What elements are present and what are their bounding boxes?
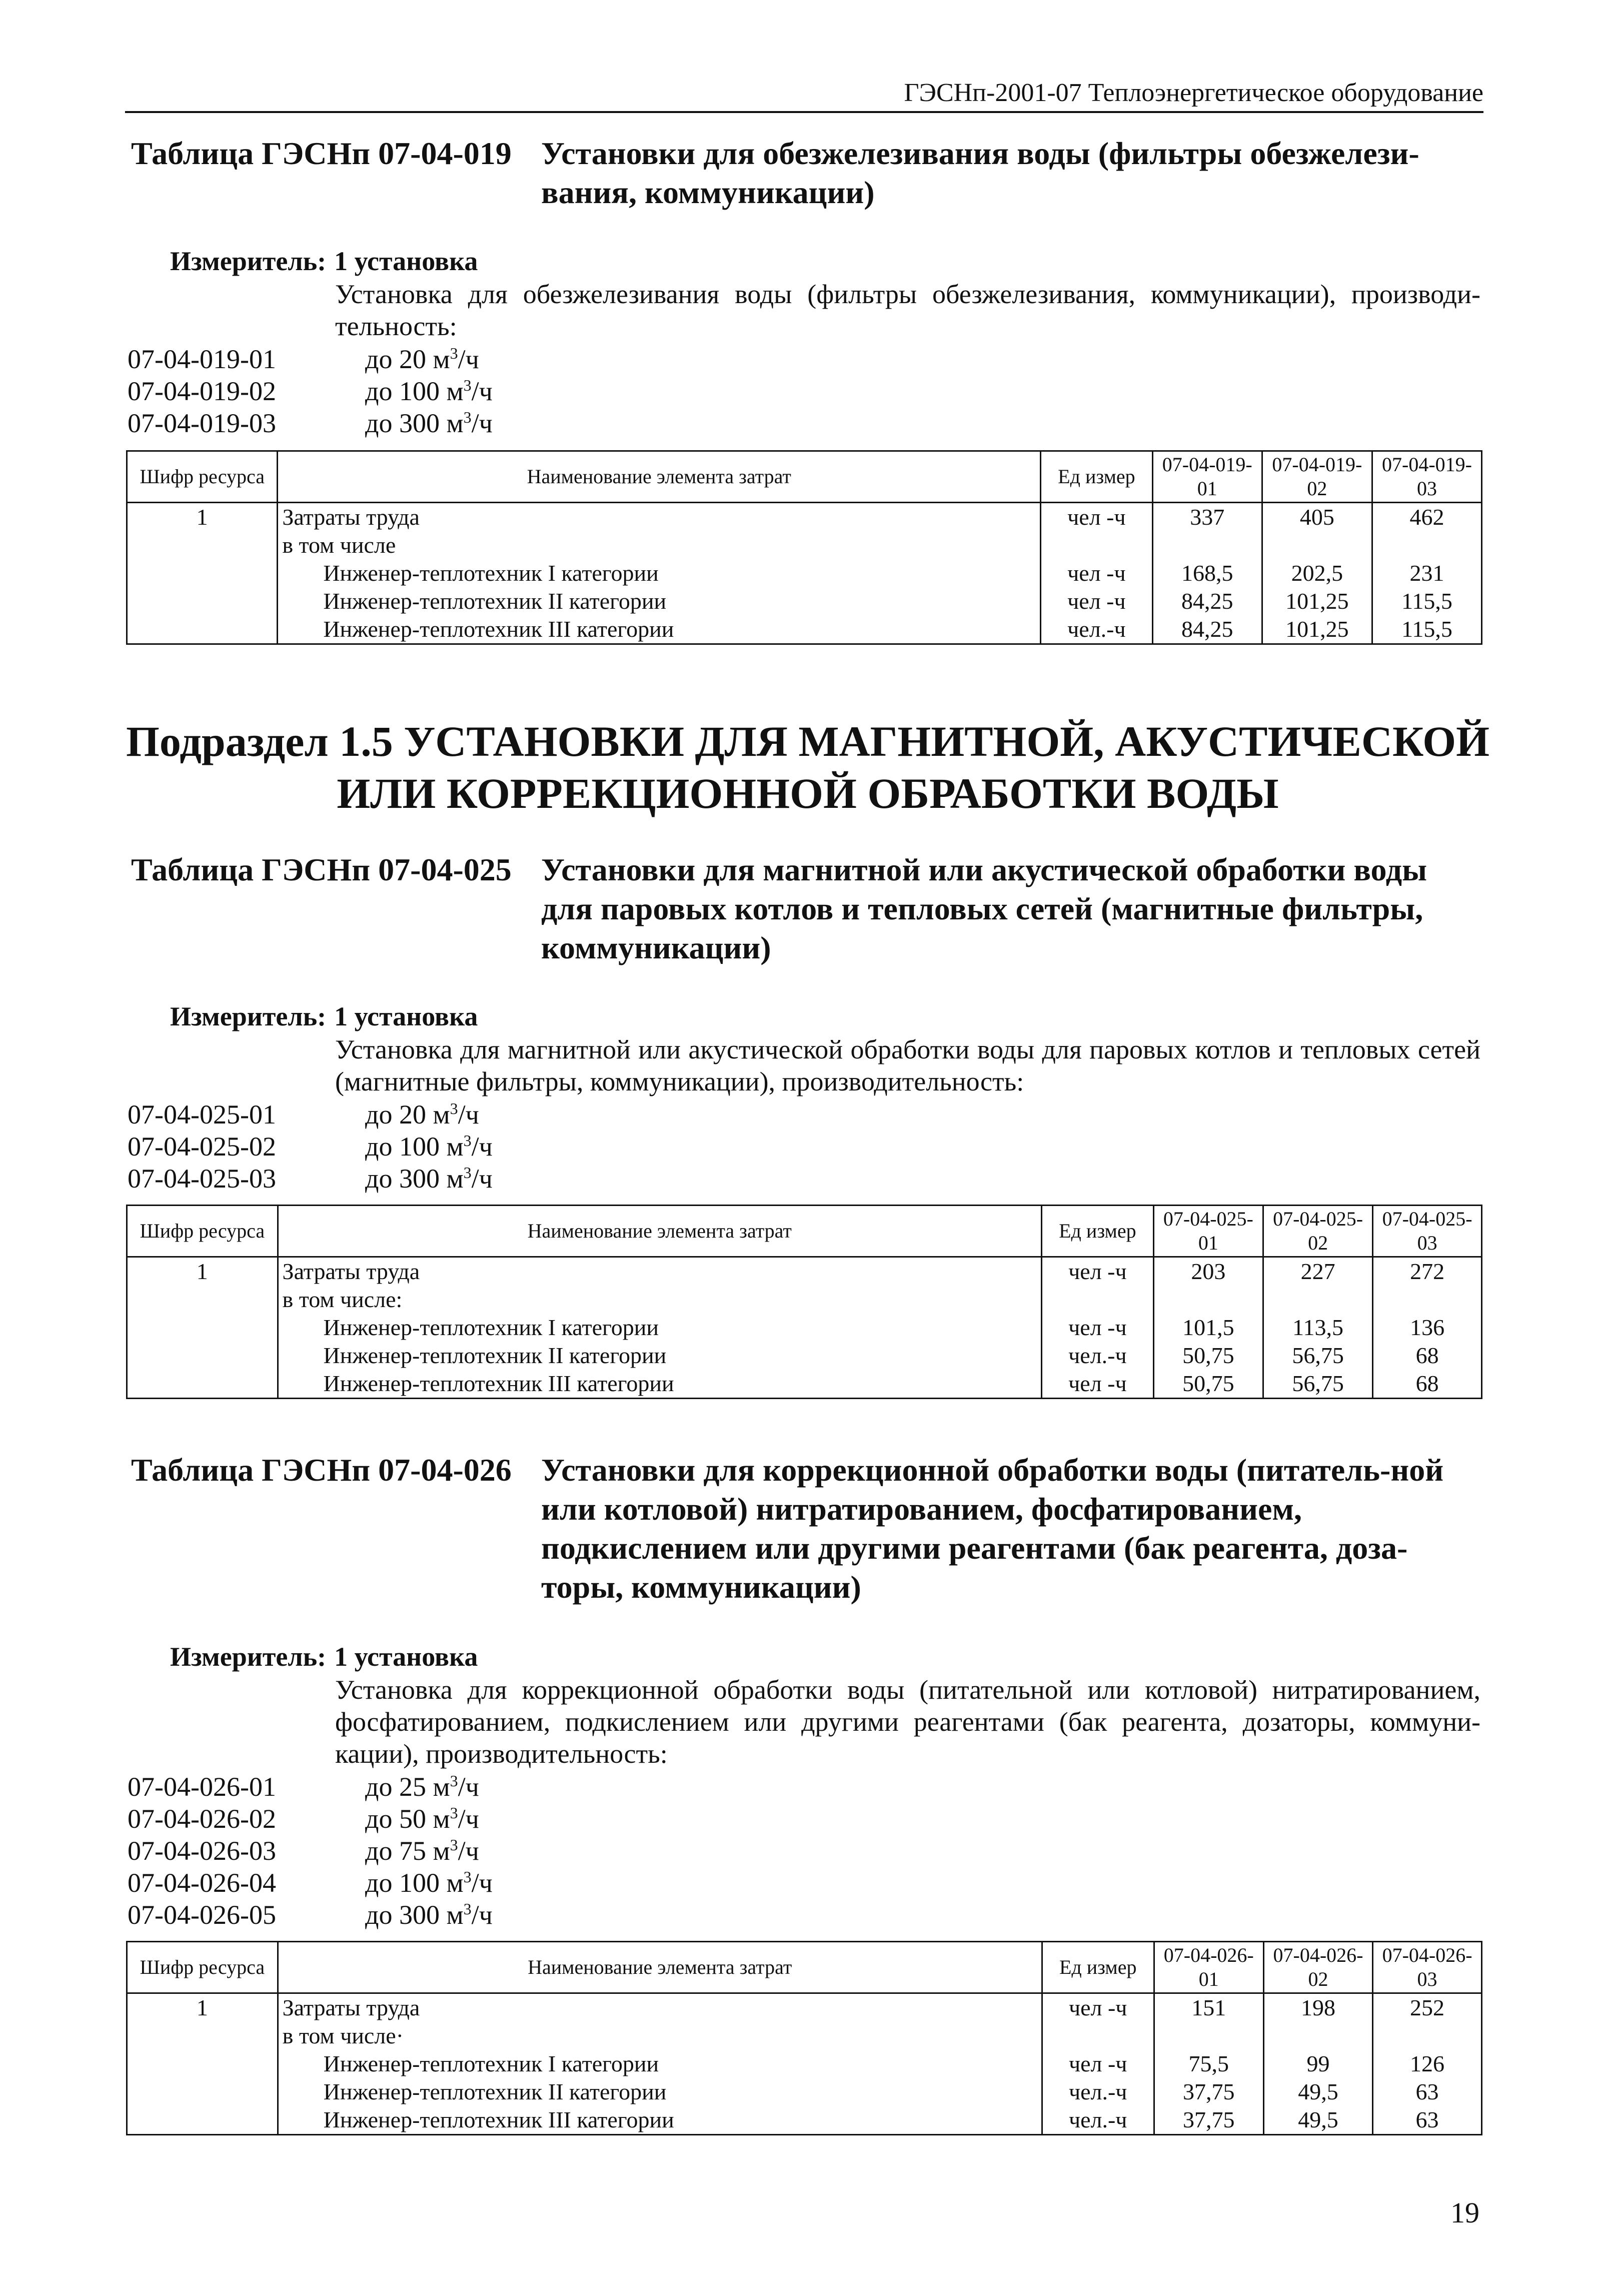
code: 07-04-026-02 — [128, 1804, 276, 1834]
resource-code-cell — [127, 1314, 278, 1342]
measure-value: 1 установка — [334, 246, 478, 276]
value-cell: 75,5 — [1154, 2050, 1263, 2078]
unit-cell: чел -ч — [1041, 503, 1153, 532]
code-row — [128, 1803, 493, 1835]
table-row — [127, 615, 1482, 644]
value-cell: 252 — [1373, 1993, 1482, 2022]
resource-code-cell: 1 — [127, 1257, 278, 1286]
table-row — [127, 2050, 1482, 2078]
capacity: до 300 $м^3/ч$ — [365, 1900, 493, 1930]
value-cell: 101,25 — [1262, 615, 1372, 644]
cost-element-cell: Инженер-теплотехник III категории — [278, 2106, 1042, 2135]
value-cell: 115,5 — [1372, 615, 1481, 644]
cost-element-cell: Затраты труда — [278, 503, 1041, 532]
value-cell — [1373, 2022, 1482, 2050]
code: 07-04-026-03 — [128, 1836, 276, 1866]
cost-element-cell: Инженер-теплотехник III категории — [278, 1370, 1041, 1399]
resource-code-cell — [127, 1370, 278, 1399]
header-rule — [125, 111, 1483, 113]
cost-element-cell: Инженер-теплотехник I категории — [278, 1314, 1041, 1342]
value-cell: 101,5 — [1153, 1314, 1263, 1342]
resource-code-cell — [127, 2022, 278, 2050]
table-row — [127, 2022, 1482, 2050]
capacity: до 20 $м^3/ч$ — [365, 1099, 479, 1129]
value-cell: 113,5 — [1263, 1314, 1372, 1342]
resource-code-cell — [127, 531, 278, 559]
value-cell — [1263, 2022, 1372, 2050]
value-cell — [1373, 1286, 1482, 1314]
running-header: ГЭСНп-2001-07 Теплоэнергетическое оборудование — [904, 79, 1483, 107]
table-row — [127, 1314, 1482, 1342]
capacity: до 100 $м^3/ч$ — [365, 1131, 493, 1162]
code-list-019 — [128, 343, 493, 439]
unit-cell — [1042, 2022, 1154, 2050]
col-header-unit: Ед измер — [1041, 1206, 1153, 1257]
table-title-prefix: Таблица ГЭСНп 07-04-025 — [131, 852, 512, 887]
value-cell: 37,75 — [1154, 2106, 1263, 2135]
table-row — [127, 559, 1482, 587]
value-cell: 126 — [1373, 2050, 1482, 2078]
table-title-prefix: Таблица ГЭСНп 07-04-019 — [131, 136, 512, 171]
value-cell: 227 — [1263, 1257, 1372, 1286]
code-row — [128, 1867, 493, 1899]
table-title-026 — [131, 1451, 1481, 1607]
code-row — [128, 343, 493, 375]
cost-element-cell: Инженер-теплотехник II категории — [278, 2078, 1042, 2106]
value-cell — [1262, 531, 1372, 559]
value-cell: 136 — [1373, 1314, 1482, 1342]
code-list-025 — [128, 1098, 493, 1195]
col-header-name: Наименование элемента затрат — [278, 1942, 1042, 1993]
value-cell: 50,75 — [1153, 1342, 1263, 1370]
table-title-body: Установки для обезжелезивания воды (фильтры обезжелези-вания, коммуникации) — [541, 136, 1419, 210]
table-row — [127, 587, 1482, 615]
value-cell: 101,25 — [1262, 587, 1372, 615]
col-header-code: 07-04-019-03 — [1372, 451, 1481, 503]
col-header-code: 07-04-026-01 — [1154, 1942, 1263, 1993]
col-header-resource: Шифр ресурса — [127, 451, 278, 503]
cost-element-cell: Инженер-теплотехник I категории — [278, 2050, 1042, 2078]
capacity: до 75 $м^3/ч$ — [365, 1836, 479, 1866]
col-header-name: Наименование элемента затрат — [278, 1206, 1041, 1257]
value-cell: 50,75 — [1153, 1370, 1263, 1399]
resource-table-019 — [126, 450, 1482, 645]
table-title-body: Установки для коррекционной обработки воды (питатель-ной или котловой) нитратированием, фосфатированием, подкислением или другими реагентами (бак реагента, доза-торы, коммуникации) — [541, 1452, 1444, 1605]
measure-value: 1 установка — [334, 1642, 478, 1672]
subsection-title: Подраздел 1.5 УСТАНОВКИ ДЛЯ МАГНИТНОЙ, АКУСТИЧЕСКОЙ ИЛИ КОРРЕКЦИОННОЙ ОБРАБОТКИ ВОДЫ — [126, 717, 1489, 817]
col-header-code: 07-04-026-02 — [1263, 1942, 1372, 1993]
resource-code-cell — [127, 2050, 278, 2078]
code-row — [128, 407, 493, 439]
value-cell: 203 — [1153, 1257, 1263, 1286]
col-header-resource: Шифр ресурса — [127, 1942, 278, 1993]
table-row — [127, 1993, 1482, 2022]
code-row — [128, 1771, 493, 1803]
capacity: до 20 $м^3/ч$ — [365, 344, 479, 374]
unit-cell — [1041, 531, 1153, 559]
measure-value: 1 установка — [334, 1001, 478, 1031]
col-header-resource: Шифр ресурса — [127, 1206, 278, 1257]
code: 07-04-025-01 — [128, 1099, 276, 1129]
value-cell: 37,75 — [1154, 2078, 1263, 2106]
capacity: до 50 $м^3/ч$ — [365, 1804, 479, 1834]
col-header-unit: Ед измер — [1042, 1942, 1154, 1993]
code-row — [128, 375, 493, 407]
table-row — [127, 503, 1482, 532]
code: 07-04-019-03 — [128, 408, 276, 438]
resource-code-cell — [127, 1342, 278, 1370]
code-row — [128, 1130, 493, 1163]
code-row — [128, 1163, 493, 1195]
description-019: Установка для обезжелезивания воды (фильтры обезжелезивания, коммуникации), производи-тельность: — [335, 279, 1480, 341]
resource-code-cell — [127, 2078, 278, 2106]
cost-element-cell: Затраты труда — [278, 1257, 1041, 1286]
code-row — [128, 1899, 493, 1931]
cost-element-cell: Инженер-теплотехник III категории — [278, 615, 1041, 644]
value-cell — [1263, 1286, 1372, 1314]
value-cell: 151 — [1154, 1993, 1263, 2022]
col-header-code: 07-04-025-03 — [1373, 1206, 1482, 1257]
cost-element-cell: Инженер-теплотехник I категории — [278, 559, 1041, 587]
col-header-code: 07-04-026-03 — [1373, 1942, 1482, 1993]
measure-026 — [170, 1641, 478, 1673]
value-cell — [1153, 1286, 1263, 1314]
table-row — [127, 531, 1482, 559]
code: 07-04-019-01 — [128, 344, 276, 374]
measure-025 — [170, 1000, 478, 1032]
code-row — [128, 1098, 493, 1130]
cost-element-cell: Затраты труда — [278, 1993, 1042, 2022]
capacity: до 300 $м^3/ч$ — [365, 408, 493, 438]
value-cell: 49,5 — [1263, 2078, 1372, 2106]
unit-cell: чел.-ч — [1042, 2078, 1154, 2106]
unit-cell: чел.-ч — [1041, 1342, 1153, 1370]
col-header-code: 07-04-019-01 — [1152, 451, 1262, 503]
measure-label: Измеритель: — [170, 246, 327, 276]
resource-code-cell — [127, 559, 278, 587]
value-cell: 63 — [1373, 2078, 1482, 2106]
cost-element-cell: в том числе — [278, 531, 1041, 559]
col-header-code: 07-04-019-02 — [1262, 451, 1372, 503]
code: 07-04-026-01 — [128, 1772, 276, 1802]
code: 07-04-019-02 — [128, 376, 276, 406]
resource-code-cell — [127, 587, 278, 615]
unit-cell: чел -ч — [1042, 2050, 1154, 2078]
resource-table-026 — [126, 1941, 1482, 2135]
table-row — [127, 2078, 1482, 2106]
value-cell: 68 — [1373, 1342, 1482, 1370]
table-row — [127, 1342, 1482, 1370]
code: 07-04-025-02 — [128, 1131, 276, 1162]
table-title-body: Установки для магнитной или акустической обработки воды для паровых котлов и тепловых сетей (магнитные фильтры, коммуникации) — [541, 852, 1427, 965]
value-cell: 63 — [1373, 2106, 1482, 2135]
col-header-unit: Ед измер — [1041, 451, 1153, 503]
value-cell: 168,5 — [1152, 559, 1262, 587]
table-row — [127, 1286, 1482, 1314]
code-list-026 — [128, 1771, 493, 1931]
col-header-code: 07-04-025-02 — [1263, 1206, 1372, 1257]
value-cell: 337 — [1152, 503, 1262, 532]
value-cell: 231 — [1372, 559, 1481, 587]
value-cell: 202,5 — [1262, 559, 1372, 587]
table-row — [127, 2106, 1482, 2135]
page-number: 19 — [1450, 2196, 1479, 2229]
resource-code-cell: 1 — [127, 503, 278, 532]
value-cell: 198 — [1263, 1993, 1372, 2022]
unit-cell: чел -ч — [1041, 587, 1153, 615]
value-cell: 405 — [1262, 503, 1372, 532]
value-cell: 84,25 — [1152, 615, 1262, 644]
value-cell: 56,75 — [1263, 1370, 1372, 1399]
resource-table-025 — [126, 1205, 1482, 1399]
value-cell: 115,5 — [1372, 587, 1481, 615]
value-cell — [1154, 2022, 1263, 2050]
table-row — [127, 1257, 1482, 1286]
cost-element-cell: в том числе: — [278, 1286, 1041, 1314]
code: 07-04-025-03 — [128, 1164, 276, 1194]
cost-element-cell: Инженер-теплотехник II категории — [278, 1342, 1041, 1370]
measure-019 — [170, 245, 478, 277]
cost-element-cell: Инженер-теплотехник II категории — [278, 587, 1041, 615]
value-cell: 56,75 — [1263, 1342, 1372, 1370]
unit-cell: чел -ч — [1041, 1257, 1153, 1286]
unit-cell: чел -ч — [1041, 559, 1153, 587]
cost-element-cell: в том числе· — [278, 2022, 1042, 2050]
col-header-code: 07-04-025-01 — [1153, 1206, 1263, 1257]
unit-cell: чел.-ч — [1042, 2106, 1154, 2135]
code: 07-04-026-05 — [128, 1900, 276, 1930]
capacity: до 25 $м^3/ч$ — [365, 1772, 479, 1802]
capacity: до 100 $м^3/ч$ — [365, 376, 493, 406]
value-cell: 272 — [1373, 1257, 1482, 1286]
value-cell: 68 — [1373, 1370, 1482, 1399]
value-cell: 462 — [1372, 503, 1481, 532]
table-title-019 — [131, 134, 1481, 212]
value-cell: 49,5 — [1263, 2106, 1372, 2135]
capacity: до 300 $м^3/ч$ — [365, 1164, 493, 1194]
description-026: Установка для коррекционной обработки воды (питательной или котловой) нитратированием, фосфатированием, подкислением или другими реагентами (бак реагента, дозаторы, коммуни-кации), производительность: — [335, 1675, 1480, 1769]
measure-label: Измеритель: — [170, 1642, 327, 1672]
unit-cell: чел.-ч — [1041, 615, 1153, 644]
col-header-name: Наименование элемента затрат — [278, 451, 1041, 503]
resource-code-cell — [127, 2106, 278, 2135]
value-cell — [1372, 531, 1481, 559]
resource-code-cell — [127, 615, 278, 644]
code: 07-04-026-04 — [128, 1868, 276, 1898]
description-025: Установка для магнитной или акустической обработки воды для паровых котлов и тепловых сетей (магнитные фильтры, коммуникации), производительность: — [335, 1034, 1480, 1096]
unit-cell — [1041, 1286, 1153, 1314]
code-row — [128, 1835, 493, 1867]
unit-cell: чел -ч — [1041, 1370, 1153, 1399]
table-title-025 — [131, 850, 1481, 967]
unit-cell: чел -ч — [1041, 1314, 1153, 1342]
table-title-prefix: Таблица ГЭСНп 07-04-026 — [131, 1452, 512, 1488]
unit-cell: чел -ч — [1042, 1993, 1154, 2022]
resource-code-cell — [127, 1286, 278, 1314]
resource-code-cell: 1 — [127, 1993, 278, 2022]
capacity: до 100 $м^3/ч$ — [365, 1868, 493, 1898]
value-cell — [1152, 531, 1262, 559]
value-cell: 84,25 — [1152, 587, 1262, 615]
measure-label: Измеритель: — [170, 1001, 327, 1031]
table-row — [127, 1370, 1482, 1399]
value-cell: 99 — [1263, 2050, 1372, 2078]
